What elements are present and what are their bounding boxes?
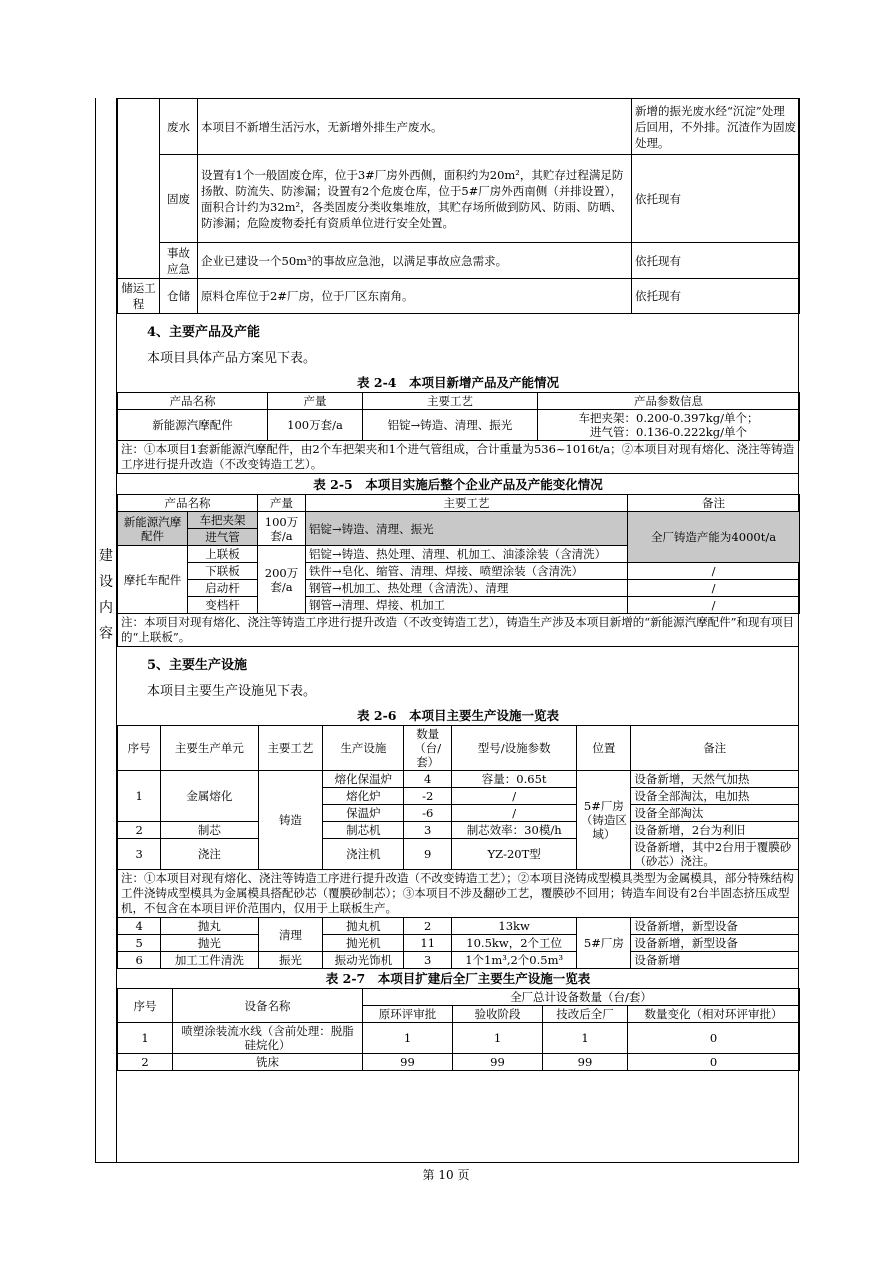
- header-cell: 产品名称: [118, 495, 258, 512]
- header-cell: 主要工艺: [306, 495, 628, 512]
- cell: 依托现有: [632, 279, 800, 314]
- cell: /: [451, 805, 576, 822]
- cell: -2: [404, 788, 452, 805]
- cell: /: [451, 788, 576, 805]
- cell: 设备新增，新型设备: [631, 935, 799, 952]
- cell: 11: [404, 935, 452, 952]
- table-row: [118, 822, 799, 839]
- cell: 废水: [160, 99, 198, 155]
- cell: 进气管: [188, 529, 258, 546]
- cell: 2: [118, 1054, 173, 1071]
- cell: 全厂铸造产能为4000t/a: [628, 512, 800, 563]
- header-cell: 设备名称: [173, 989, 363, 1023]
- cell: 3: [404, 822, 452, 839]
- plant-facilities-table: [117, 988, 800, 1071]
- table-row: [118, 410, 800, 441]
- enterprise-products-table: [117, 494, 800, 614]
- cell: 熔化炉: [323, 788, 404, 805]
- cell: 原料仓库位于2#厂房，位于厂区东南角。: [198, 279, 632, 314]
- header-cell: 产品名称: [118, 393, 268, 410]
- cell: 容量：0.65t: [451, 771, 576, 788]
- cell: 上联板: [188, 546, 258, 563]
- section-title: 5、主要生产设施: [147, 658, 248, 673]
- header-cell: 产量: [268, 393, 363, 410]
- cell: 5#厂房: [577, 918, 631, 969]
- side-char: 容: [99, 626, 113, 642]
- cell: 设备新增，2台为利旧: [631, 822, 799, 839]
- table-row: [118, 839, 799, 870]
- cell: 99: [363, 1054, 453, 1071]
- paragraph: 本项目主要生产设施见下表。: [147, 684, 317, 699]
- cell: 10.5kw，2个工位: [451, 935, 576, 952]
- cell: 依托现有: [632, 155, 800, 243]
- cell: 99: [453, 1054, 543, 1071]
- cell: 保温炉: [323, 805, 404, 822]
- header-cell: 位置: [577, 726, 631, 771]
- table-header-row: [118, 393, 800, 410]
- cell: /: [628, 580, 800, 597]
- table-row: [118, 99, 800, 155]
- content: [117, 98, 799, 1071]
- cell: 抛丸机: [323, 918, 404, 935]
- cell: 设备新增，天然气加热: [631, 771, 799, 788]
- cell: 1个1m³,2个0.5m³: [451, 952, 576, 969]
- table-row: [118, 918, 799, 935]
- cell: 铝锭→铸造、清理、振光: [306, 512, 628, 546]
- cell: 新能源汽摩配件: [118, 512, 188, 546]
- cell: 0: [628, 1023, 800, 1054]
- cell: /: [628, 597, 800, 614]
- cell: 振动光饰机: [323, 952, 404, 969]
- table-caption: 表 2-7 本项目扩建后全厂主要生产设施一览表: [325, 971, 591, 986]
- cell: 抛光机: [323, 935, 404, 952]
- cell: 依托现有: [632, 243, 800, 279]
- cell: 3: [404, 952, 452, 969]
- cell: [538, 410, 800, 441]
- header-cell: 生产设施: [323, 726, 404, 771]
- side-label: [96, 543, 116, 647]
- header-cell: 主要工艺: [363, 393, 538, 410]
- cell: 1: [543, 1023, 628, 1054]
- table-header-row: [118, 726, 799, 771]
- cell: 0: [628, 1054, 800, 1071]
- side-char: 建: [99, 548, 113, 564]
- cell: 熔化保温炉: [323, 771, 404, 788]
- table-row: [118, 279, 800, 314]
- cell: 99: [543, 1054, 628, 1071]
- cell: 事故应急: [160, 243, 198, 279]
- cell: 固废: [160, 155, 198, 243]
- cell: 喷塑涂装流水线（含前处理：脱脂硅烷化）: [173, 1023, 363, 1054]
- header-cell: 产量: [258, 495, 306, 512]
- table-note: 注：①本项目1套新能源汽摩配件，由2个车把架夹和1个进气管组成，合计重量为536~1016t/a；②本项目对现有熔化、浇注等铸造工序进行提升改造（不改变铸造工艺）。: [117, 441, 799, 474]
- section-title: 4、主要产品及产能: [147, 325, 261, 340]
- cell: 本项目不新增生活污水，无新增外排生产废水。: [198, 99, 632, 155]
- table-row: [118, 935, 799, 952]
- table-row: [118, 580, 800, 597]
- table-note: 注：本项目对现有熔化、浇注等铸造工序进行提升改造（不改变铸造工艺），铸造生产涉及本项目新增的“新能源汽摩配件”和现有项目的“上联板”。: [117, 614, 799, 647]
- cell: [118, 99, 160, 279]
- table-row: [118, 771, 799, 788]
- cell: 抛光: [161, 935, 258, 952]
- cell: 摩托车配件: [118, 546, 188, 614]
- side-char: 内: [99, 600, 113, 616]
- cell: 2: [118, 822, 161, 839]
- table-caption: 表 2-4 本项目新增产品及产能情况: [357, 375, 559, 390]
- cell: 启动杆: [188, 580, 258, 597]
- page-number: 第 10 页: [422, 1168, 470, 1182]
- side-char: 设: [99, 574, 113, 590]
- cell: 3: [118, 839, 161, 870]
- cell: 1: [118, 771, 161, 822]
- header-cell: 数量（台/套）: [404, 726, 452, 771]
- header-cell: 序号: [118, 726, 161, 771]
- table-row: [118, 597, 800, 614]
- cell: 设备全部淘汰: [631, 805, 799, 822]
- cell: 铝锭→铸造、热处理、清理、机加工、油漆涂装（含清洗）: [306, 546, 628, 563]
- table-caption: 表 2-6 本项目主要生产设施一览表: [357, 708, 559, 723]
- header-cell: 主要生产单元: [161, 726, 258, 771]
- cell: 变档杆: [188, 597, 258, 614]
- cell: 9: [404, 839, 452, 870]
- cell: 制芯: [161, 822, 258, 839]
- cell: 1: [118, 1023, 173, 1054]
- cell: 4: [404, 771, 452, 788]
- cell: 设备全部淘汰，电加热: [631, 788, 799, 805]
- table-header-row: [118, 495, 800, 512]
- cell: 200万套/a: [258, 546, 306, 614]
- cell: 下联板: [188, 563, 258, 580]
- cell: 车把夹架: [188, 512, 258, 529]
- cell: 6: [118, 952, 161, 969]
- facilities-table: [117, 725, 799, 969]
- cell: 1: [363, 1023, 453, 1054]
- table-row: [118, 952, 799, 969]
- header-cell: 原环评审批: [363, 1006, 453, 1023]
- cell: 5#厂房（铸造区域）: [577, 771, 631, 870]
- products-table: [117, 392, 800, 441]
- cell: 铁件→皂化、缩管、清理、焊接、喷塑涂装（含清洗）: [306, 563, 628, 580]
- table-row: [118, 1023, 800, 1054]
- cell: 设置有1个一般固废仓库，位于3#厂房外西侧，面积约为20m²，其贮存过程满足防扬散、防流失、防渗漏；设置有2个危废仓库，位于5#厂房外西南侧（并排设置），面积合计约为32m²，各类固废分类收集堆放，其贮存场所做到防风、防雨、防晒、防渗漏；危险废物委托有资质单位进行安全处置。: [198, 155, 632, 243]
- cell: 100万套/a: [268, 410, 363, 441]
- cell: 新能源汽摩配件: [118, 410, 268, 441]
- header-cell: 型号/设施参数: [451, 726, 576, 771]
- cell: /: [628, 563, 800, 580]
- table-header-row: [118, 989, 800, 1006]
- cell: 仓储: [160, 279, 198, 314]
- table-row: [118, 512, 800, 529]
- cell: YZ-20T型: [451, 839, 576, 870]
- cell: 13kw: [451, 918, 576, 935]
- cell: -6: [404, 805, 452, 822]
- cell: 企业已建设一个50m³的事故应急池，以满足事故应急需求。: [198, 243, 632, 279]
- table-caption: 表 2-5 本项目实施后整个企业产品及产能变化情况: [313, 477, 603, 492]
- cell: 钢管→机加工、热处理（含清洗）、清理: [306, 580, 628, 597]
- cell: 铣床: [173, 1054, 363, 1071]
- header-cell: 验收阶段: [453, 1006, 543, 1023]
- paragraph: 本项目具体产品方案见下表。: [147, 351, 317, 366]
- header-cell: 数量变化（相对环评审批）: [628, 1006, 800, 1023]
- env-protection-table: [117, 98, 800, 314]
- table-row: [118, 563, 800, 580]
- cell: 金属熔化: [161, 771, 258, 822]
- cell: 清理: [258, 918, 323, 952]
- cell: 储运工程: [118, 279, 160, 314]
- cell: 1: [453, 1023, 543, 1054]
- table-note-row: [118, 870, 799, 918]
- header-cell: 主要工艺: [258, 726, 323, 771]
- param-line: 车把夹架：0.200-0.397kg/单个；: [578, 411, 759, 425]
- table-row: [118, 155, 800, 243]
- cell: 抛丸: [161, 918, 258, 935]
- cell: 钢管→清理、焊接、机加工: [306, 597, 628, 614]
- table-row: [118, 243, 800, 279]
- table-note: 注：①本项目对现有熔化、浇注等铸造工序进行提升改造（不改变铸造工艺）；②本项目浇铸成型模具类型为金属模具，部分特殊结构工件浇铸成型模具为金属模具搭配砂芯（覆膜砂制芯）；③本项目不涉及翻砂工艺，覆膜砂不回用；铸造车间设有2台半固态挤压成型机，不包含在本项目评价范围内，仅用于上联板生产。: [118, 870, 799, 918]
- cell: 制芯机: [323, 822, 404, 839]
- cell: 新增的振光废水经“沉淀”处理后回用，不外排。沉渣作为固废处理。: [632, 99, 800, 155]
- header-cell: 全厂总计设备数量（台/套）: [363, 989, 800, 1006]
- header-cell: 序号: [118, 989, 173, 1023]
- cell: 加工工件清洗: [161, 952, 258, 969]
- cell: 2: [404, 918, 452, 935]
- cell: 100万套/a: [258, 512, 306, 546]
- cell: 制芯效率：30模/h: [451, 822, 576, 839]
- param-line: 进气管：0.136-0.222kg/单个: [590, 425, 747, 439]
- cell: 浇注: [161, 839, 258, 870]
- header-cell: 备注: [631, 726, 799, 771]
- cell: 设备新增，新型设备: [631, 918, 799, 935]
- cell: 5: [118, 935, 161, 952]
- cell: 振光: [258, 952, 323, 969]
- header-cell: 产品参数信息: [538, 393, 800, 410]
- header-cell: 技改后全厂: [543, 1006, 628, 1023]
- cell: 设备新增，其中2台用于覆膜砂（砂芯）浇注。: [631, 839, 799, 870]
- cell: 设备新增: [631, 952, 799, 969]
- cell: 4: [118, 918, 161, 935]
- header-cell: 备注: [628, 495, 800, 512]
- cell: 铝锭→铸造、清理、振光: [363, 410, 538, 441]
- cell: 铸造: [258, 771, 323, 870]
- table-row: [118, 1054, 800, 1071]
- cell: 浇注机: [323, 839, 404, 870]
